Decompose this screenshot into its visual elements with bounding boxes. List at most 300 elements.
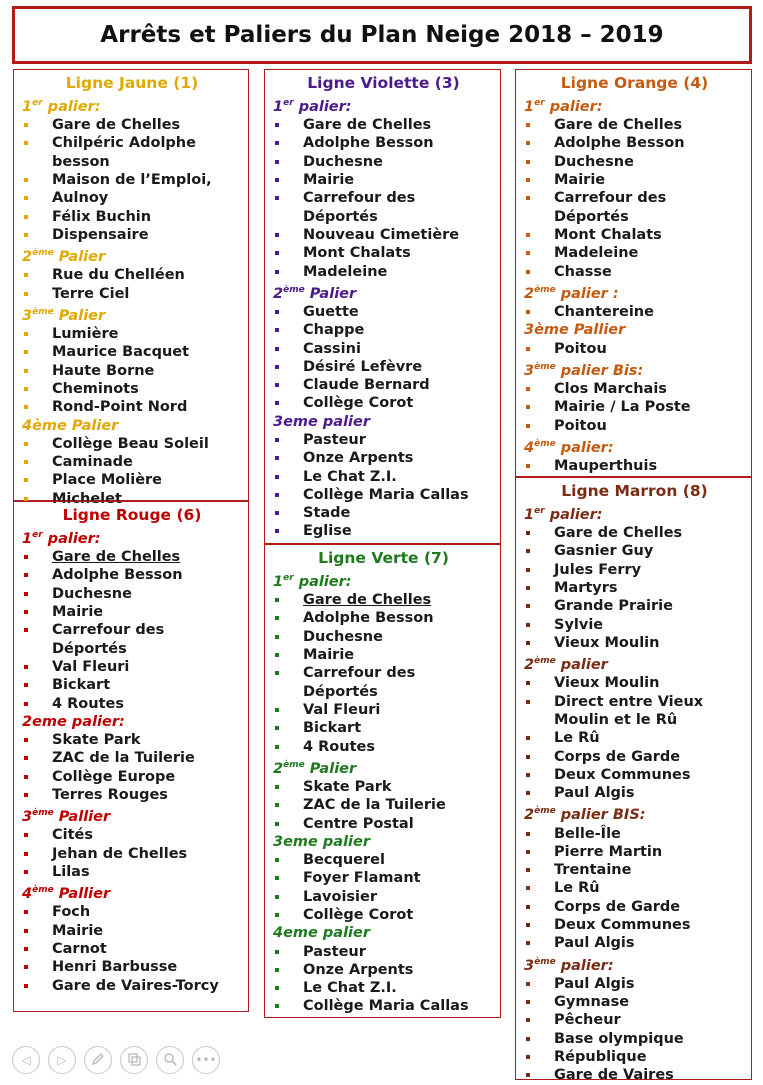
palier-label: 3eme palier [273,413,371,430]
stop-item [524,303,745,321]
stop-item [22,768,242,786]
stop-item [22,658,242,676]
palier-sup: ème [32,808,54,819]
stop-name: Skate Park [303,778,392,795]
stop-name: Dispensaire [52,226,149,243]
stop-item [524,879,745,897]
bullet-square [24,833,28,837]
bullet-square [275,858,279,862]
bullet-square [526,1000,530,1004]
stop-item [22,362,242,380]
line-panel-marron [515,477,752,1084]
stop-name: Gare de Vaires-Torcy [52,977,219,994]
stop-item [22,208,242,226]
bullet-square [275,401,279,405]
stop-name: Deux Communes [554,766,691,783]
stop-item [22,435,242,453]
stop-name: Onze Arpents [303,961,414,978]
stop-name: Pasteur [303,943,366,960]
palier-label: 4 [22,886,33,903]
bullet-square [526,424,530,428]
stop-name: Base olympique [554,1030,684,1047]
stop-list [273,851,494,924]
stop-name: Félix Buchin [52,208,152,225]
stop-name: Cassini [303,340,361,357]
bullet-square [275,160,279,164]
stop-item [273,244,494,262]
bullet-square [526,923,530,927]
palier-heading [524,802,745,824]
stop-item [524,226,745,244]
bullet-square [24,628,28,632]
palier-sup: ème [283,759,305,770]
palier-label: 1 [524,98,535,115]
stop-item [273,646,494,664]
stop-item [524,134,745,152]
stop-name: Stade [303,505,351,522]
stop-name: Carrefour des [303,665,416,682]
stop-item [524,244,745,262]
bullet-square [24,387,28,391]
stop-name: Guette [303,303,359,320]
stop-name: Eglise [303,523,352,540]
palier-sup: ème [534,284,556,295]
stop-item [22,343,242,361]
bullet-square [275,785,279,789]
stop-name: Poitou [554,340,607,357]
stop-item [22,266,242,284]
palier-suffix: palier BIS: [555,807,646,824]
palier-suffix: Palier [53,249,106,266]
stop-item [524,616,745,634]
stop-name: Bickart [52,677,111,694]
stop-name: Gare de Vaires [554,1067,674,1084]
palier-sup: ème [32,248,54,259]
stop-name: Collège Corot [303,907,414,923]
bullet-square [526,1018,530,1022]
bullet-square [526,568,530,572]
stop-name: Gasnier Guy [554,543,654,560]
stop-name: Haute Borne [52,362,155,379]
line-title: Ligne Verte (7) [318,549,449,567]
stop-item [524,784,745,802]
line-title: Ligne Rouge (6) [62,506,202,524]
stop-item [524,340,745,358]
stop-item [524,693,745,711]
stop-name: Carrefour des [554,190,667,207]
stop-item [524,171,745,189]
bullet-square [526,832,530,836]
bullet-square [24,738,28,742]
stop-name: Gymnase [554,994,630,1011]
line-panel-orange [515,69,752,477]
stop-name: Poitou [554,417,607,434]
line-panel-verte [264,544,501,1018]
palier-sup: er [534,506,545,516]
palier-suffix: palier: [544,506,603,523]
palier-label: 2 [524,657,535,674]
stop-name: 4 Routes [52,695,124,712]
bullet-square [24,793,28,797]
line-title: Ligne Jaune (1) [65,74,199,92]
stop-name: Val Fleuri [303,701,381,718]
bullet-square [275,365,279,369]
bullet-square [24,369,28,373]
stop-list [273,943,494,1016]
stop-item [22,171,242,189]
stop-item [273,943,494,961]
palier-label: 2 [22,249,33,266]
bullet-square [24,460,28,464]
bullet-square [275,635,279,639]
stop-item [524,898,745,916]
stop-name: Duchesne [303,628,383,645]
stop-name: Sylvie [554,616,604,633]
palier-suffix: palier: [293,98,352,115]
stop-name: Maison de l’Emploi, [52,172,212,189]
stop-item [22,922,242,940]
palier-heading [524,953,745,975]
stop-list [22,266,242,303]
palier-suffix: palier: [555,439,614,456]
palier-label: 3eme palier [273,833,371,850]
palier-sup: ème [534,361,556,372]
palier-label: 1 [524,506,535,523]
bullet-square [526,160,530,164]
stop-name: Caminade [52,454,133,471]
bullet-square [526,196,530,200]
previous-button[interactable] [12,1046,40,1074]
stop-item [273,431,494,449]
palier-heading [273,281,494,303]
bullet-square [275,475,279,479]
stop-name: Gare de Chelles [52,549,181,566]
stop-item [524,843,745,861]
stop-name: Gare de Chelles [554,117,683,134]
bullet-square [526,1055,530,1059]
stop-name: Vieux Moulin [554,634,660,651]
palier-heading [22,526,242,548]
stop-name: Clos Marchais [554,380,667,397]
stop-name: Moulin et le Rû [554,711,678,728]
stop-item [22,845,242,863]
bullet-square [24,350,28,354]
stop-name: Collège Maria Callas [303,486,469,503]
bullet-square [526,850,530,854]
line-panel-violette [264,69,501,544]
bullet-square [24,775,28,779]
stop-list [524,303,745,321]
stop-list [22,548,242,713]
more-button[interactable] [192,1046,220,1074]
palier-heading [524,502,745,524]
stop-item [524,263,745,281]
bullet-square [526,1073,530,1077]
palier-heading [273,833,494,851]
stop-item [22,585,242,603]
title-box [12,6,752,64]
bullet-square [24,665,28,669]
palier-heading [273,94,494,116]
stop-item [22,749,242,767]
stop-name: Chilpéric Adolphe [52,135,196,152]
stop-item [273,134,494,152]
bullet-square [24,756,28,760]
stop-item [524,861,745,879]
palier-label: 1 [273,573,284,590]
palier-heading [524,358,745,380]
bullet-square [275,986,279,990]
stop-name: Foyer Flamant [303,870,421,887]
stop-item [273,851,494,869]
stop-item [524,634,745,652]
bullet-square [526,310,530,314]
bullet-square [275,653,279,657]
palier-heading [22,94,242,116]
palier-suffix: palier: [544,98,603,115]
palier-suffix: Pallier [53,809,111,826]
stop-name: Terres Rouges [52,786,168,803]
stop-item [273,683,494,701]
stop-name: Mairie [52,604,104,621]
stop-list [22,435,242,508]
bullet-square [526,1037,530,1041]
palier-heading [524,652,745,674]
palier-suffix: palier Bis: [555,362,644,379]
palier-heading [22,713,242,731]
stop-name: Jehan de Chelles [52,845,188,862]
bullet-square [24,233,28,237]
bullet-square [526,405,530,409]
stop-item [22,453,242,471]
bullet-square [275,196,279,200]
stop-name: Gare de Chelles [554,525,683,542]
stop-item [524,398,745,416]
stop-name: Michelet [52,490,122,507]
stop-name: Mairie [554,172,606,189]
stop-list [524,340,745,358]
stop-item [524,766,745,784]
stop-name: Mairie [303,647,355,664]
palier-label: 3 [524,362,535,379]
stop-name: Maurice Bacquet [52,344,190,361]
palier-suffix: palier: [42,98,101,115]
palier-suffix: Palier [53,307,106,324]
stop-name: Place Molière [52,472,163,489]
stop-name: Belle-Île [554,825,621,842]
bullet-square [24,478,28,482]
palier-heading [273,569,494,591]
palier-suffix: palier: [293,573,352,590]
stop-name: Le Rû [554,730,600,747]
stop-name: Cités [52,827,94,844]
stop-name: Madeleine [554,245,639,262]
bullet-square [275,1004,279,1008]
stop-item [524,524,745,542]
line-title: Ligne Violette (3) [307,74,460,92]
bullet-square [526,586,530,590]
palier-heading [22,417,242,435]
palier-heading [273,924,494,942]
bullet-square [24,910,28,914]
bullet-square [526,178,530,182]
stop-item [273,888,494,906]
stop-item [524,674,745,692]
line-panel-jaune [13,69,249,507]
stop-item [273,997,494,1015]
stop-item [524,417,745,435]
bullet-square [526,886,530,890]
stop-item [524,189,745,207]
stop-list [273,303,494,413]
bullet-square [275,347,279,351]
palier-label: 2 [524,285,535,302]
bullet-square [24,683,28,687]
next-button[interactable] [48,1046,76,1074]
bullet-square [275,708,279,712]
zoom-icon [162,1051,178,1070]
stop-item [273,504,494,522]
stop-item [273,116,494,134]
bullet-square [24,702,28,706]
stop-name: Trentaine [554,862,632,879]
palier-heading [22,804,242,826]
stop-name: Duchesne [303,153,383,170]
stop-item [524,934,745,952]
palier-label: 2eme palier: [22,713,125,730]
stop-item [22,731,242,749]
stop-name: Grande Prairie [554,598,673,615]
stop-list [273,591,494,756]
palier-heading [22,303,242,325]
stop-list [22,731,242,804]
stop-name: Mairie [303,172,355,189]
stop-name: Paul Algis [554,785,635,802]
bullet-square [275,529,279,533]
stop-item [273,628,494,646]
bullet-square [275,511,279,515]
stop-name: Mairie / La Poste [554,399,691,416]
stop-item [273,664,494,682]
bullet-square [24,965,28,969]
stop-name: Vieux Moulin [554,675,660,692]
stop-name: Deux Communes [554,917,691,934]
bullet-square [526,531,530,535]
stop-list [22,826,242,881]
bullet-square [275,383,279,387]
stop-name: ZAC de la Tuilerie [52,750,195,767]
stop-item [273,226,494,244]
stop-name: Gare de Chelles [303,117,432,134]
stop-list [22,903,242,994]
bullet-square [275,968,279,972]
palier-label: 4eme palier [273,925,371,942]
bullet-square [275,803,279,807]
stop-list [524,457,745,475]
stop-name: Onze Arpents [303,450,414,467]
bullet-square [526,905,530,909]
bullet-square [526,123,530,127]
stop-name: Adolphe Besson [52,567,183,584]
stop-name: Martyrs [554,580,618,597]
palier-suffix: palier: [42,530,101,547]
palier-sup: er [32,98,43,108]
stop-name: Déportés [52,640,127,657]
stop-item [22,548,242,566]
stop-name: Bickart [303,720,362,737]
zoom-button[interactable] [156,1046,184,1074]
stop-item [22,603,242,621]
palier-label: 1 [273,98,284,115]
next-icon: ▷ [57,1053,67,1067]
bullet-square [275,876,279,880]
stop-item [273,591,494,609]
stop-name: Mont Chalats [303,245,411,262]
palier-label: 2 [273,285,284,302]
palier-heading [22,244,242,266]
stop-item [524,561,745,579]
pen-button[interactable] [84,1046,112,1074]
bullet-square [24,555,28,559]
stop-name: Adolphe Besson [303,610,434,627]
bullet-square [526,623,530,627]
stop-name: Le Rû [554,880,600,897]
stop-name: Lavoisier [303,888,377,905]
bullet-square [24,292,28,296]
stop-name: Lumière [52,326,119,343]
stop-item [524,380,745,398]
stop-name: Adolphe Besson [303,135,434,152]
stop-item [524,597,745,615]
stop-item [273,171,494,189]
stop-name: Chappe [303,322,365,339]
stop-item [524,457,745,475]
palier-label: 3 [22,809,33,826]
stop-name: besson [52,153,110,170]
stop-name: Le Chat Z.I. [303,468,397,485]
stop-item [524,542,745,560]
stop-item [273,208,494,226]
stop-name: Duchesne [52,585,132,602]
stop-name: Collège Maria Callas [303,998,469,1015]
stop-name: Le Chat Z.I. [303,980,397,997]
bullet-square [24,852,28,856]
bullet-square [526,251,530,255]
stop-item [273,719,494,737]
palier-label: 1 [22,98,33,115]
bullet-square [275,671,279,675]
stop-item [22,826,242,844]
bullet-square [24,573,28,577]
stop-list [22,116,242,244]
bullet-square [24,141,28,145]
stop-item [273,321,494,339]
bullet-square [275,616,279,620]
stop-item [524,1011,745,1029]
bullet-square [526,982,530,986]
page-title: Arrêts et Paliers du Plan Neige 2018 – 2019 [100,22,664,48]
stop-name: Collège Europe [52,768,176,785]
stop-item [524,729,745,747]
bullet-square [526,681,530,685]
slides-button[interactable] [120,1046,148,1074]
stop-item [273,189,494,207]
stop-name: Pasteur [303,432,366,448]
stop-name: Jules Ferry [554,561,642,578]
stop-item [273,796,494,814]
stop-item [524,748,745,766]
palier-heading [524,94,745,116]
